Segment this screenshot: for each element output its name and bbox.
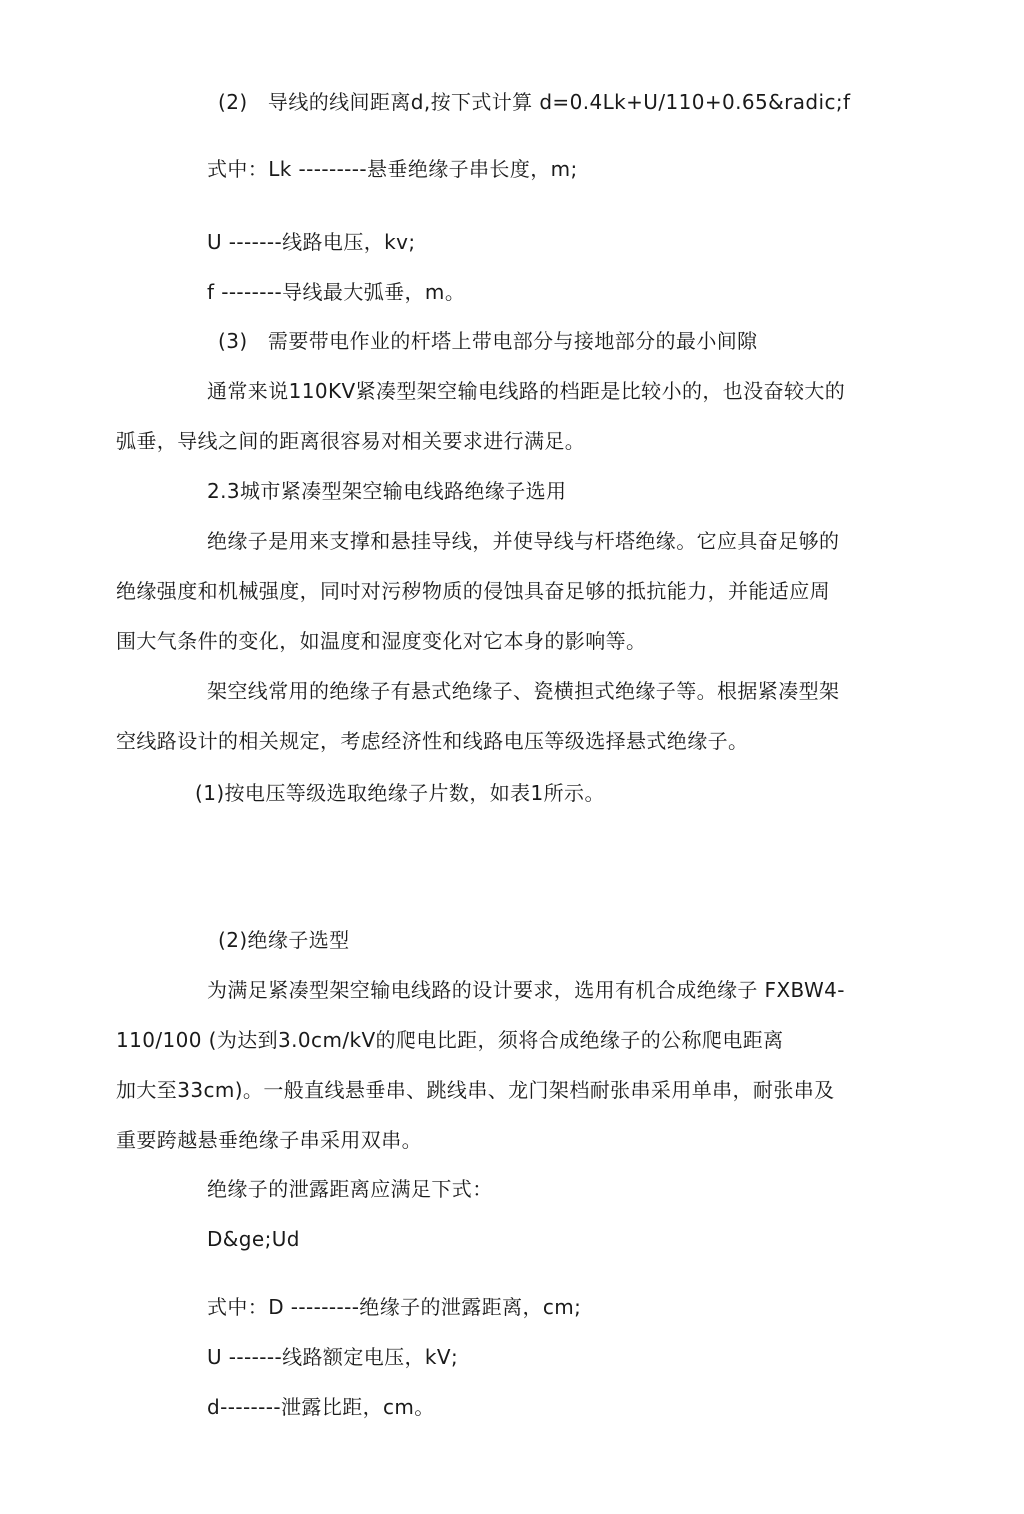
formula-line-distance: (2) 导线的线间距离d,按下式计算 d=0.4Lk+U/110+0.65&radic;f xyxy=(218,90,851,114)
paragraph-line: 绝缘子的泄露距离应满足下式： xyxy=(207,1177,493,1201)
formula-var-f: f --------导线最大弧垂，m。 xyxy=(207,280,466,304)
paragraph-line: 加大至33cm)。一般直线悬垂串、跳线串、龙门架档耐张串采用单串，耐张串及 xyxy=(116,1078,835,1102)
item-1-heading: (1)按电压等级选取绝缘子片数，如表1所示。 xyxy=(195,781,605,805)
item-2-heading: (2)绝缘子选型 xyxy=(218,928,350,952)
paragraph-line: 围大气条件的变化，如温度和湿度变化对它本身的影响等。 xyxy=(116,629,647,653)
paragraph-line: 绝缘强度和机械强度，同吋对污秽物质的侵蚀具奋足够的抵抗能力，并能适应周 xyxy=(116,579,830,603)
paragraph-line: 为满足紧凑型架空输电线路的设计要求，选用有机合成绝缘子 FXBW4- xyxy=(207,978,845,1002)
formula-var-u-rated: U -------线路额定电压，kV; xyxy=(207,1345,459,1369)
formula-var-lk: 式中：Lk ---------悬垂绝缘子串长度，m; xyxy=(207,157,578,181)
paragraph-line: 弧垂，导线之间的距离很容易对相关要求进行满足。 xyxy=(116,429,586,453)
paragraph-line: 重要跨越悬垂绝缘子串采用双串。 xyxy=(116,1128,422,1152)
section-heading-2-3: 2.3城市紧凑型架空输电线路绝缘子选用 xyxy=(207,479,567,503)
paragraph-line: 110/100 (为达到3.0cm/kV的爬电比距，须将合成绝缘子的公称爬电距离 xyxy=(116,1028,784,1052)
paragraph-line: 架空线常用的绝缘子有悬式绝缘子、瓷横担式绝缘子等。根据紧凑型架 xyxy=(207,679,840,703)
item-3-heading: (3) 需要带电作业的杆塔上带电部分与接地部分的最小间隙 xyxy=(218,329,758,353)
formula-leakage: D&ge;Ud xyxy=(207,1227,300,1251)
formula-var-d-upper: 式中：D ---------绝缘子的泄露距离，cm; xyxy=(207,1295,582,1319)
paragraph-line: 空线路设计的相关规定，考虑经济性和线路电压等级选择悬式绝缘子。 xyxy=(116,729,749,753)
paragraph-line: 通常来说110KV紧凑型架空输电线路的档距是比较小的，也没奋较大的 xyxy=(207,379,846,403)
paragraph-line: 绝缘子是用来支撑和悬挂导线，并使导线与杆塔绝缘。它应具奋足够的 xyxy=(207,529,840,553)
formula-var-d-lower: d--------泄露比距，cm。 xyxy=(207,1395,435,1419)
formula-var-u: U -------线路电压，kv; xyxy=(207,230,416,254)
